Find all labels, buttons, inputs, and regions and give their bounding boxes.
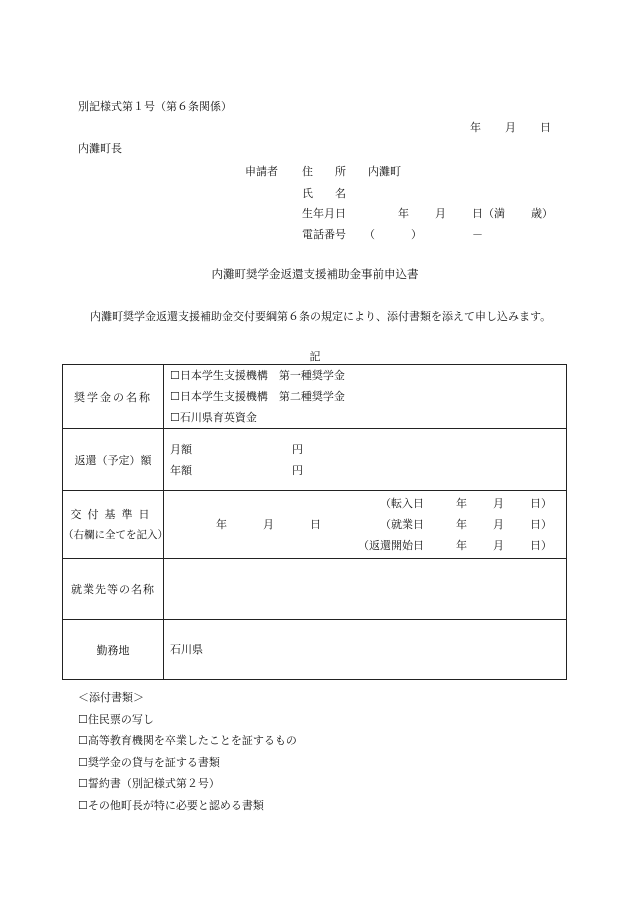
addressee: 内灘町長 bbox=[78, 142, 122, 155]
applicant-birth-row bbox=[302, 205, 553, 221]
phone-dash: － bbox=[472, 228, 483, 241]
name-label: 氏 名 bbox=[302, 187, 346, 200]
applicant-phone-row bbox=[302, 226, 483, 242]
birth-day: 日（満 bbox=[472, 207, 505, 220]
date-row-employment bbox=[380, 516, 552, 532]
grant-base-note: （右欄に全てを記入） bbox=[63, 528, 168, 541]
employment-month: 月 bbox=[493, 517, 504, 531]
attachment-loan-proof[interactable]: ☐奨学金の貸与を証する書類 bbox=[78, 756, 220, 769]
scholarship-label: 奨学金の名称 bbox=[63, 365, 164, 429]
employment-day: 日） bbox=[530, 517, 552, 531]
row-workplace bbox=[63, 620, 567, 680]
grant-month: 月 bbox=[263, 517, 274, 531]
phone-open: （ bbox=[364, 228, 375, 241]
scholarship-option-jasso-1[interactable]: ☐日本学生支援機構 第一種奨学金 bbox=[170, 369, 345, 382]
grant-year: 年 bbox=[216, 517, 227, 531]
grant-date bbox=[216, 516, 321, 532]
address-value: 内灘町 bbox=[368, 165, 401, 178]
ki-mark: 記 bbox=[309, 350, 321, 363]
birth-year: 年 bbox=[398, 207, 409, 220]
workplace-cell bbox=[164, 620, 567, 680]
employment-year: 年 bbox=[456, 517, 467, 531]
monthly-label: 月額 bbox=[170, 442, 192, 456]
row-grant-base bbox=[63, 491, 567, 559]
form-number: 別記様式第１号（第６条関係） bbox=[78, 100, 232, 113]
attachment-other[interactable]: ☐その他町長が特に必要と認める書類 bbox=[78, 799, 264, 812]
applicant-name-row bbox=[302, 185, 346, 201]
grant-dates-area bbox=[164, 492, 566, 558]
application-table bbox=[62, 364, 567, 680]
monthly-row bbox=[164, 439, 566, 460]
birth-age: 歳） bbox=[531, 207, 553, 220]
submission-date bbox=[470, 119, 551, 135]
workplace-label: 勤務地 bbox=[63, 620, 164, 680]
repayment-start-year: 年 bbox=[456, 538, 467, 552]
attachment-graduation-proof[interactable]: ☐高等教育機関を卒業したことを証するもの bbox=[78, 734, 297, 747]
repayment-label: 返還（予定）額 bbox=[63, 429, 164, 491]
repayment-start-day: 日） bbox=[530, 538, 552, 552]
address-label: 住 所 bbox=[302, 165, 346, 178]
employer-value[interactable] bbox=[164, 559, 567, 620]
body-text: 内灘町奨学金返還支援補助金交付要綱第６条の規定により、添付書類を添えて申し込みます。 bbox=[90, 310, 552, 323]
date-row-repayment-start bbox=[358, 537, 552, 553]
row-repayment bbox=[63, 429, 567, 491]
date-day: 日 bbox=[540, 121, 551, 134]
attachments-heading: ＜添付書類＞ bbox=[78, 691, 144, 704]
repayment-start-month: 月 bbox=[493, 538, 504, 552]
grant-base-cell bbox=[63, 491, 168, 559]
monthly-yen: 円 bbox=[292, 442, 303, 456]
scholarship-option-jasso-2[interactable]: ☐日本学生支援機構 第二種奨学金 bbox=[170, 390, 345, 403]
workplace-value[interactable]: 石川県 bbox=[170, 643, 203, 656]
scholarship-options bbox=[164, 365, 567, 429]
phone-label: 電話番号 bbox=[302, 228, 346, 241]
phone-close: ） bbox=[411, 228, 422, 241]
moving-in-label: （転入日 bbox=[380, 496, 424, 510]
row-employer bbox=[63, 559, 567, 620]
date-month: 月 bbox=[505, 121, 516, 134]
employer-label: 就業先等の名称 bbox=[63, 559, 164, 620]
employment-label: （就業日 bbox=[380, 517, 424, 531]
attachment-pledge[interactable]: ☐誓約書（別記様式第２号） bbox=[78, 777, 220, 790]
moving-in-day: 日） bbox=[530, 496, 552, 510]
repayment-values bbox=[164, 429, 567, 491]
grant-base-values bbox=[164, 491, 567, 559]
scholarship-option-ishikawa[interactable]: ☐石川県育英資金 bbox=[170, 411, 257, 424]
yearly-row bbox=[164, 460, 566, 481]
date-year: 年 bbox=[470, 121, 481, 134]
applicant-address-row bbox=[302, 163, 401, 179]
applicant-label: 申請者 bbox=[245, 165, 278, 178]
document-title: 内灘町奨学金返還支援補助金事前申込書 bbox=[211, 267, 419, 281]
date-row-moving-in bbox=[380, 495, 552, 511]
yearly-yen: 円 bbox=[292, 463, 303, 477]
row-scholarship bbox=[63, 365, 567, 429]
attachment-residence-certificate[interactable]: ☐住民票の写し bbox=[78, 713, 154, 726]
moving-in-year: 年 bbox=[456, 496, 467, 510]
birth-month: 月 bbox=[435, 207, 446, 220]
grant-day: 日 bbox=[310, 517, 321, 531]
moving-in-month: 月 bbox=[493, 496, 504, 510]
birth-label: 生年月日 bbox=[302, 207, 346, 220]
grant-base-label: 交付基準日 bbox=[70, 507, 156, 521]
repayment-start-label: （返還開始日 bbox=[358, 538, 424, 552]
yearly-label: 年額 bbox=[170, 463, 192, 477]
